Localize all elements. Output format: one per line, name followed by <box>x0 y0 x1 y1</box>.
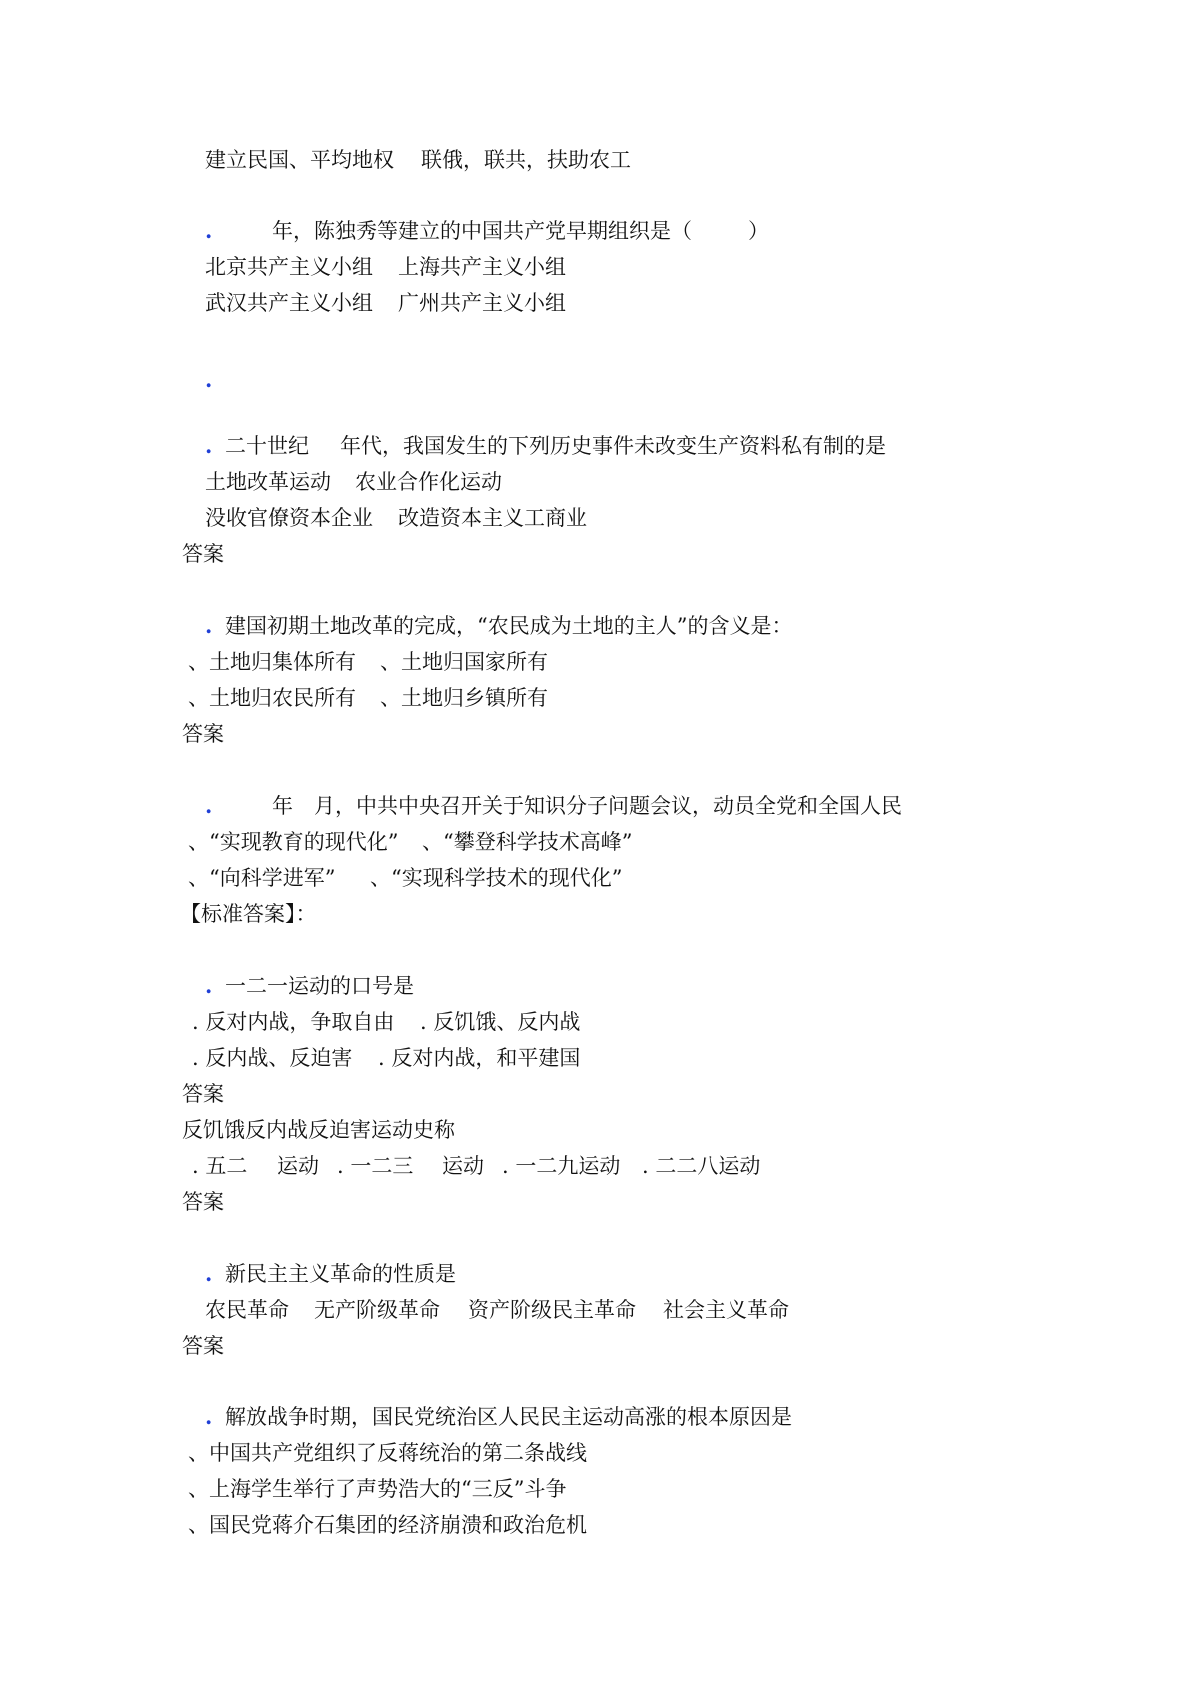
option-text: . 反饥饿、反内战 <box>420 1010 581 1034</box>
option-text: 、中国共产党组织了反蒋统治的第二条战线 <box>188 1441 587 1465</box>
question-text: 年，陈独秀等建立的中国共产党早期组织是（ <box>272 219 692 243</box>
option-text: . 五二 <box>192 1154 248 1178</box>
option-text: . 反对内战，和平建国 <box>378 1046 581 1070</box>
question-text: 建国初期土地改革的完成，“农民成为土地的主人”的含义是： <box>225 614 793 638</box>
option-text: 、国民党蒋介石集团的经济崩溃和政治危机 <box>188 1513 587 1537</box>
option-text: 、“向科学进军” <box>188 866 336 890</box>
option-text: . 二二八运动 <box>642 1154 761 1178</box>
question-bullet: . <box>205 613 213 638</box>
question-bullet: . <box>205 1404 213 1429</box>
question-text: 反饥饿反内战反迫害运动史称 <box>182 1118 455 1142</box>
option-text: . 反对内战，争取自由 <box>192 1010 395 1034</box>
option-text: 、“实现科学技术的现代化” <box>370 866 623 890</box>
option-text: 、土地归集体所有 <box>188 650 356 674</box>
answer-label: 答案 <box>182 722 224 746</box>
option-text: 联俄，联共，扶助农工 <box>421 148 631 172</box>
question-text: 年代，我国发生的下列历史事件未改变生产资料私有制的是 <box>340 434 886 458</box>
question-bullet: . <box>205 793 213 818</box>
option-text: 农民革命 <box>205 1298 289 1322</box>
option-text: 改造资本主义工商业 <box>398 506 587 530</box>
option-text: 、“攀登科学技术高峰” <box>422 830 633 854</box>
answer-label: 答案 <box>182 1082 224 1106</box>
question-text: 一二一运动的口号是 <box>225 974 414 998</box>
option-text: 农业合作化运动 <box>355 470 502 494</box>
question-bullet: . <box>205 973 213 998</box>
option-text: 社会主义革命 <box>663 1298 789 1322</box>
question-text: 二十世纪 <box>225 434 309 458</box>
option-text: 无产阶级革命 <box>314 1298 440 1322</box>
option-text: 资产阶级民主革命 <box>468 1298 636 1322</box>
option-text: 土地改革运动 <box>205 470 331 494</box>
question-text: 月，中共中央召开关于知识分子问题会议，动员全党和全国人民 <box>314 794 902 818</box>
question-paren: ） <box>748 219 769 243</box>
option-text: 广州共产主义小组 <box>398 291 566 315</box>
question-bullet: . <box>205 1261 213 1286</box>
option-text: 上海共产主义小组 <box>398 255 566 279</box>
option-text: 建立民国、平均地权 <box>205 148 394 172</box>
option-text: 运动 <box>442 1154 484 1178</box>
question-text: 解放战争时期，国民党统治区人民民主运动高涨的根本原因是 <box>225 1405 792 1429</box>
option-text: . 一二三 <box>337 1154 414 1178</box>
question-bullet: . <box>205 367 213 392</box>
option-text: 、“实现教育的现代化” <box>188 830 399 854</box>
option-text: 、土地归农民所有 <box>188 686 356 710</box>
question-bullet: . <box>205 433 213 458</box>
standard-answer-label: 【标准答案】： <box>180 902 317 926</box>
option-text: 、土地归国家所有 <box>380 650 548 674</box>
question-text: 新民主主义革命的性质是 <box>225 1262 456 1286</box>
question-text: 年 <box>272 794 293 818</box>
option-text: 武汉共产主义小组 <box>205 291 373 315</box>
option-text: 、土地归乡镇所有 <box>380 686 548 710</box>
answer-label: 答案 <box>182 1334 224 1358</box>
answer-label: 答案 <box>182 1190 224 1214</box>
option-text: 运动 <box>277 1154 319 1178</box>
option-text: . 反内战、反迫害 <box>192 1046 353 1070</box>
option-text: 北京共产主义小组 <box>205 255 373 279</box>
option-text: 、上海学生举行了声势浩大的“三反”斗争 <box>188 1477 567 1501</box>
option-text: . 一二九运动 <box>502 1154 621 1178</box>
option-text: 没收官僚资本企业 <box>205 506 373 530</box>
answer-label: 答案 <box>182 542 224 566</box>
question-bullet: . <box>205 218 213 243</box>
